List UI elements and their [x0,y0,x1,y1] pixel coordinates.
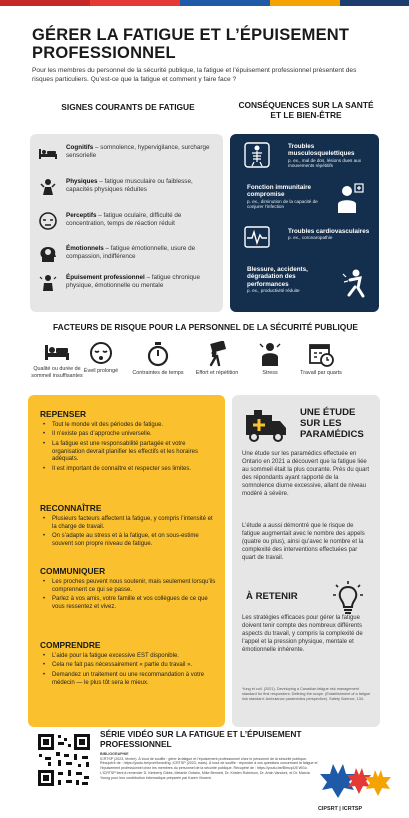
list-item: • Les proches peuvent nous soutenir, mais seulement lorsqu’ils comprennent ce qui se passe. [42,579,218,595]
communiquer-heading: COMMUNIQUER [40,566,106,576]
physical-pain-icon [38,178,58,196]
repenser-heading: REPENSER [40,409,87,419]
video-series-title: SÉRIE VIDÉO SUR LA FATIGUE ET L’ÉPUISEMENT PROFESSIONNEL [100,729,302,749]
burnout-person-icon [38,274,58,292]
list-item: • Tout le monde vit des périodes de fatigue. [42,422,218,430]
communiquer-list [42,579,218,613]
ambulance-icon [244,405,288,445]
risk-item-stress: Stress [242,341,298,377]
injury-icon [340,268,370,298]
sign-item-perceptifs: Perceptifs – fatigue oculaire, difficulté de concentration, temps de réaction réduit [38,212,218,230]
signes-panel [30,134,223,312]
comprendre-heading: COMPRENDRE [40,640,101,650]
top-color-bar [0,0,409,6]
study-heading: UNE ÉTUDE SUR LES PARAMÉDICS [300,407,364,440]
heavy-lifting-icon [205,341,229,367]
consequences-heading: CONSÉQUENCES SUR LA SANTÉ ET LE BIEN-ÊTRE [238,100,374,120]
list-item: • Il n’existe pas d’approche universelle. [42,431,218,439]
skeleton-icon [244,142,270,168]
list-item: • Demandez un traitement ou une recommandation à votre médecin — le plus tôt sera le mieux. [42,672,218,688]
study-panel [232,395,380,727]
tired-face-icon [38,212,58,230]
heart-monitor-icon [244,226,270,248]
signes-heading: SIGNES COURANTS DE FATIGUE [61,102,195,112]
list-item: • La fatigue est une responsabilité partagée et votre organisation devrait planifier les effectifs et les horaires adéquats. [42,441,218,465]
repenser-list [42,422,218,475]
risk-item-sommeil: Qualité ou durée de sommeil insuffisantes [29,341,85,379]
sign-item-emotionnels: Émotionnels – fatigue émotionnelle, usure de compassion, indifférence [38,245,218,263]
lightbulb-icon [332,581,364,615]
bed-icon [44,341,70,363]
sign-item-cognitifs: Cognitifs – somnolence, hypervigilance, surcharge sensorielle [38,144,218,162]
intro-text: Pour les membres du personnel de la sécurité publique, la fatigue et l’épuisement professionnel présentent des risques particuliers. Qu’est-ce que la fatigue et comment y faire face ? [32,67,357,83]
list-item: • Cela ne fait pas nécessairement « partie du travail ». [42,662,218,670]
reconnaitre-list [42,516,218,550]
risk-item-effort: Effort et répétition [189,341,245,377]
page-title: GÉRER LA FATIGUE ET L’ÉPUISEMENT PROFESSIONNEL [32,26,350,62]
conseq-item-msk: Troubles musculosquelettiques p. ex., mal de dos, lésions dues aux mouvements répétitifs [288,143,362,169]
risk-heading: FACTEURS DE RISQUE POUR LA PERSONNEL DE LA SÉCURITÉ PUBLIQUE [53,322,358,332]
stopwatch-icon [146,341,170,367]
study-paragraph-2: L’étude a aussi démontré que le risque de fatigue augmentait avec le nombre des appels (quatre ou plus), ainsi qu’avec le nombre et la complexité des interventions effectuées par quart de travail. [242,523,365,561]
sign-item-physiques: Physiques – fatigue musculaire ou faiblesse, capacités physiques réduites [38,178,218,196]
bed-icon [38,144,58,162]
list-item: • Il est important de connaître et respecter ses limites. [42,466,218,474]
logo-text: CIPSRT | ICRTSP [318,806,363,812]
retenir-text: Les stratégies efficaces pour gérer la fatigue doivent tenir compte des nombreux différents aspects du travail, y compris la complexité de l’appel et la pression physique, mentale et émotionnelle inhérente. [242,615,363,653]
list-item: • Parlez à vos amis, votre famille et vos collègues de ce que vous ressentez et vivez. [42,596,218,612]
comprendre-list [42,653,218,689]
conseq-item-immunitaire: Fonction immunitaire compromise p. ex., diminution de la capacité de conjurer l’infection [247,184,318,210]
list-item: • L’aide pour la fatigue excessive EST disponible. [42,653,218,661]
sleepy-face-icon [89,341,113,365]
reconnaitre-heading: RECONNAÎTRE [40,503,102,513]
stressed-person-icon [258,341,282,367]
qr-code-icon[interactable] [36,732,92,788]
consequences-panel [230,134,379,312]
retenir-heading: À RETENIR [246,591,298,602]
risk-item-eveil: Éveil prolongé [73,341,129,375]
head-brain-icon [38,245,58,263]
maple-leaf-logo-icon [318,760,400,804]
conseq-item-blessure: Blessure, accidents, dégradation des performances p. ex., productivité réduite [247,266,308,293]
calendar-clock-icon [308,341,334,367]
list-item: • On s’adapte au stress et à la fatigue, et on sous-estime souvent son propre niveau de fatigue. [42,533,218,549]
actions-panel [28,395,225,727]
risk-item-quarts: Travail par quarts [293,341,349,377]
bibliography: BIBLIOGRAPHIE ICRTSP (2023, février). À bout de souffle : gérer la fatigue et l’épuisement professionnel chez le personnel de la sécurité publique. Récupéré de : https://youtu.be/pver9oxw4hg. ICRTSP (2023, mars). À bout de souffle : répondre à vos questions concernant la fatigue et l’épuisement professionnel chez les membres du personnel de la sécurité publique. Récupéré de : https://youtu.be/BImcpIJ5 WGo. L’ICRTSP tient à remercier D. Kimberly Gibbs, Melanie Ontario, Mike Bennett, Dr. Kristen Robinson, Dr. Amin Vandoni, et Dr. Marcia Young pour leur contribution informatique préparée par Karen Vincent. [100,752,318,780]
list-item: • Plusieurs facteurs affectent la fatigue, y compris l’intensité et la charge de travail. [42,516,218,532]
conseq-item-cardio: Troubles cardiovasculaires p. ex., coronaropathie [288,228,370,241]
study-reference: Yung et coll. (2021). Developing a Canadian fatigue risk management standard for first responders: Defining the scope. (Establishment of a fatigue risk standard: Ambulance paramedics perspective). Safety Science, 134. [242,687,371,701]
sick-person-icon [335,182,365,214]
sign-item-epuisement: Épuisement professionnel – fatigue chronique physique, émotionnelle ou mentale [38,274,218,292]
study-paragraph-1: Une étude sur les paramédics effectuée en Ontario en 2021 a découvert que la fatigue liée au sommeil était la plus courante. Près du quart des répondants ayant rapporté de la somnolence diurne excessive, allant de niveau modéré à sévère. [242,451,370,497]
risk-item-temps: Contraintes de temps [130,341,186,377]
